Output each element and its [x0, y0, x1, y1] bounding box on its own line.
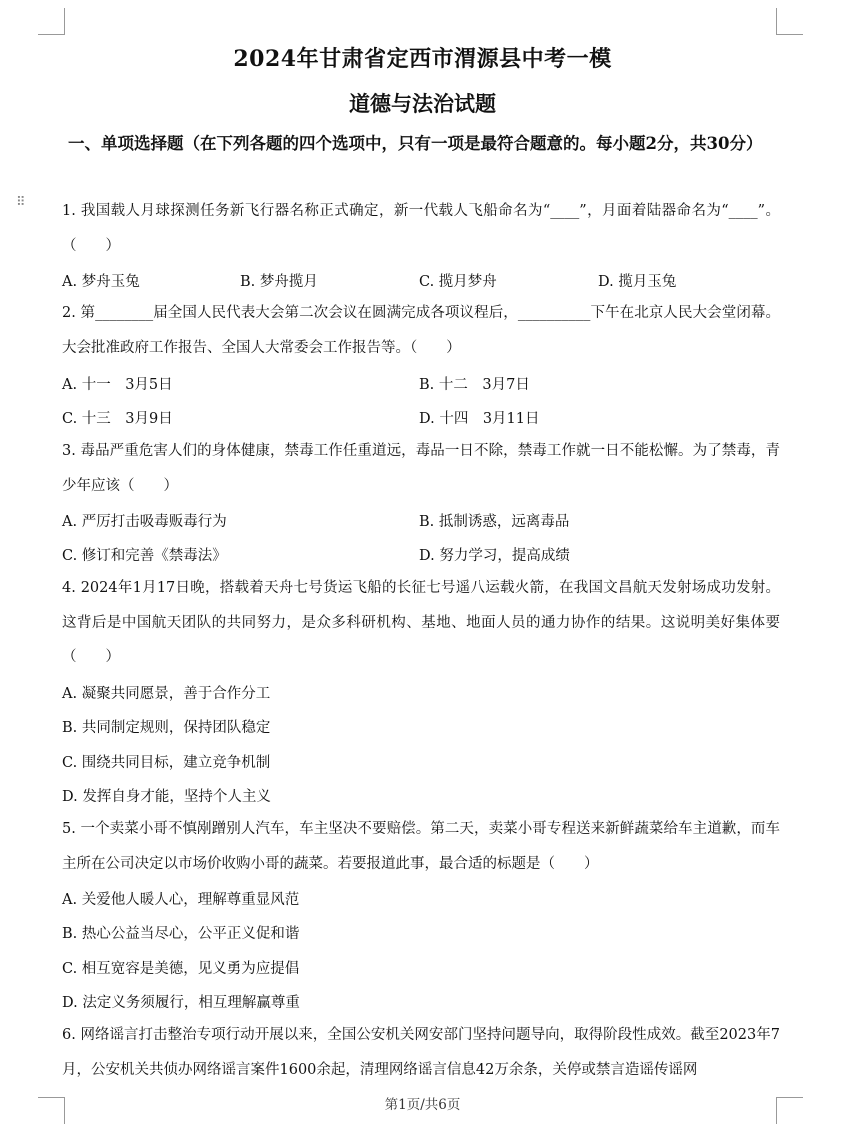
question-3-option-b: B. 抵制诱惑，远离毒品: [419, 514, 570, 530]
question-5-option-a: A. 关爱他人暖人心，理解尊重显风范: [62, 892, 300, 908]
question-4-option-a: A. 凝聚共同愿景，善于合作分工: [62, 686, 271, 702]
question-2-option-b: B. 十二 3月7日: [419, 377, 530, 393]
question-2-option-a: A. 十一 3月5日: [62, 377, 173, 393]
question-4-stem: 4. 2024年1月17日晚，搭载着天舟七号货运飞船的长征七号遥八运载火箭，在我国文昌航天发射场成功发射。这背后是中国航天团队的共同努力，是众多科研机构、基地、地面人员的通力协作的结果。这说明美好集体要（ ）: [62, 580, 780, 665]
question-3-option-c: C. 修订和完善《禁毒法》: [62, 548, 227, 564]
crop-mark-top-left: [38, 8, 65, 35]
question-5-option-b: B. 热心公益当尽心，公平正义促和谐: [62, 926, 300, 942]
page-footer: 第1页/共6页: [384, 1097, 461, 1113]
question-2-option-c: C. 十三 3月9日: [62, 411, 173, 427]
question-2-option-d: D. 十四 3月11日: [419, 411, 540, 427]
question-1-option-a: A. 梦舟玉兔: [62, 274, 140, 290]
question-5-stem: 5. 一个卖菜小哥不慎剐蹭别人汽车，车主坚决不要赔偿。第二天，卖菜小哥专程送来新鲜蔬菜给车主道歉，而车主所在公司决定以市场价收购小哥的蔬菜。若要报道此事，最合适的标题是（ ）: [62, 821, 780, 872]
question-1-option-c: C. 揽月梦舟: [419, 274, 497, 290]
question-5-option-c: C. 相互宽容是美德，见义勇为应提倡: [62, 961, 300, 977]
question-6-stem: 6. 网络谣言打击整治专项行动开展以来，全国公安机关网安部门坚持问题导向，取得阶段性成效。截至2023年7月，公安机关共侦办网络谣言案件1600余起，清理网络谣言信息42万余条，关停或禁言造谣传谣网: [62, 1027, 780, 1078]
question-1-option-d: D. 揽月玉兔: [598, 274, 677, 290]
question-4-option-b: B. 共同制定规则，保持团队稳定: [62, 720, 271, 736]
question-1-option-b: B. 梦舟揽月: [240, 274, 318, 290]
exam-title: 2024年甘肃省定西市渭源县中考一模: [233, 46, 612, 72]
section-heading: 一、单项选择题（在下列各题的四个选项中，只有一项是最符合题意的。每小题2分，共30分）: [68, 134, 763, 153]
exam-subtitle: 道德与法治试题: [349, 91, 496, 116]
question-3-stem: 3. 毒品严重危害人们的身体健康，禁毒工作任重道远，毒品一日不除，禁毒工作就一日不能松懈。为了禁毒，青少年应该（ ）: [62, 443, 780, 494]
question-2-stem: 2. 第________届全国人民代表大会第二次会议在圆满完成各项议程后，__________下午在北京人民大会堂闭幕。大会批准政府工作报告、全国人大常委会工作报告等。（ ）: [62, 305, 780, 356]
question-5-option-d: D. 法定义务须履行，相互理解赢尊重: [62, 995, 300, 1011]
question-1-stem: 1. 我国载人月球探测任务新飞行器名称正式确定，新一代载人飞船命名为“____”，月面着陆器命名为“____”。（ ）: [62, 203, 780, 254]
question-3-option-a: A. 严厉打击吸毒贩毒行为: [62, 514, 227, 530]
question-4-option-d: D. 发挥自身才能，坚持个人主义: [62, 789, 271, 805]
question-4-option-c: C. 围绕共同目标，建立竞争机制: [62, 755, 271, 771]
drag-handle-icon[interactable]: ⠿: [16, 195, 27, 210]
question-3-option-d: D. 努力学习，提高成绩: [419, 548, 570, 564]
crop-mark-top-right: [776, 8, 803, 35]
